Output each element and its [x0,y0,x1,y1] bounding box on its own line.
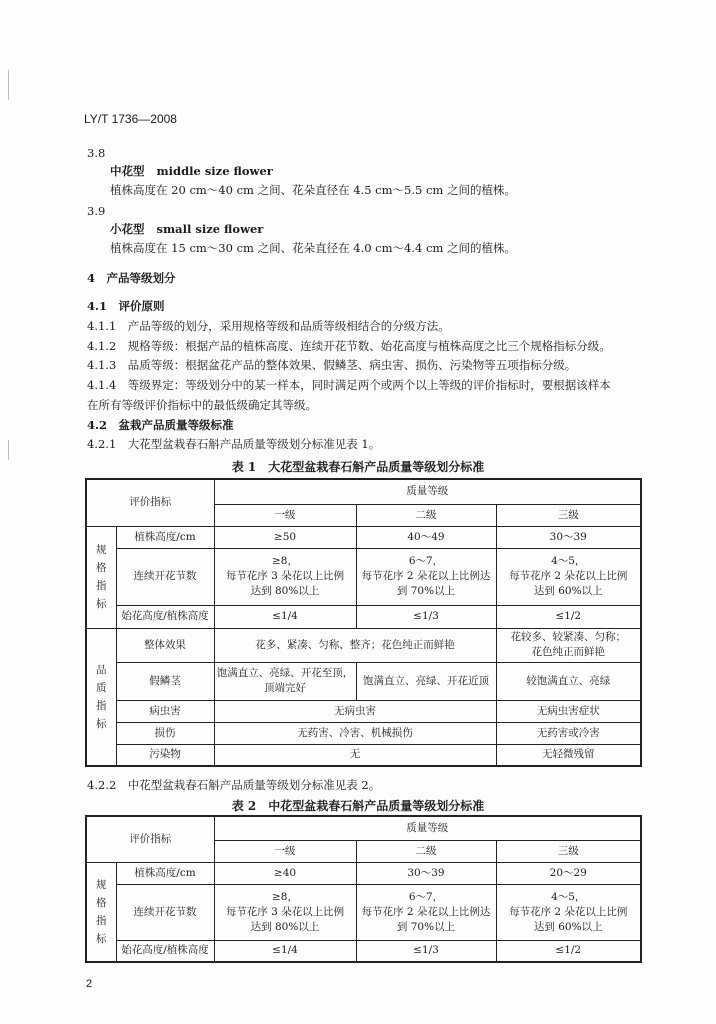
cell: 无病虫害症状 [496,700,641,722]
cell: 无病虫害 [214,700,496,722]
clause-number: 3.9 [87,204,106,218]
subsection-heading: 4.2 盆栽产品质量等级标准 [87,418,234,432]
scan-edge-mark [8,440,9,460]
cell: 花多、紧凑、匀称、整齐；花色纯正而鲜艳 [214,628,496,662]
page-number: 2 [86,978,93,990]
header-grade-3: 三级 [496,504,641,526]
cell: 较饱满直立、亮绿 [496,662,641,700]
table-caption: 表 1 大花型盆栽春石斛产品质量等级划分标准 [231,460,485,474]
clause-text: 4.2.1 大花型盆栽春石斛产品质量等级划分标准见表 1。 [87,437,381,451]
clause-text: 4.1.1 产品等级的划分，采用规格等级和品质等级相结合的分级方法。 [87,319,450,333]
header-quality-grade: 质量等级 [214,479,641,504]
header-quality-grade: 质量等级 [214,816,641,840]
header-grade-1: 一级 [214,840,356,862]
row-label-pollutants: 污染物 [116,744,214,766]
cell: ≤1/4 [214,940,356,962]
term-zh: 小花型 [110,222,145,236]
header-grade-1: 一级 [214,504,356,526]
quality-index-group: 品 质 指 标 [86,628,116,766]
header-grade-2: 二级 [356,504,496,526]
row-label-flowering-nodes: 连续开花节数 [116,548,214,605]
clause-number: 3.8 [87,146,106,160]
spec-index-group: 规 格 指 标 [86,526,116,628]
cell: 饱满直立、亮绿、开花近顶 [356,662,496,700]
row-label-pests: 病虫害 [116,700,214,722]
cell: 饱满直立、亮绿、开花至顶， 顶端完好 [214,662,356,700]
section-heading: 4 产品等级划分 [87,271,176,285]
header-grade-3: 三级 [496,840,641,862]
row-label-pseudobulb: 假鳞茎 [116,662,214,700]
row-label-damage: 损伤 [116,722,214,744]
row-label-height-ratio: 始花高度/植株高度 [116,605,214,628]
cell: ≤1/3 [356,940,496,962]
cell: 无药害、冷害、机械损伤 [214,722,496,744]
header-evaluation-index: 评价指标 [86,816,214,862]
clause-text: 在所有等级评价指标中的最低级确定其等级。 [87,398,317,412]
cell: ≥40 [214,862,356,884]
cell: 6～7， 每节花序 2 朵花以上比例达 到 70%以上 [356,548,496,605]
header-grade-2: 二级 [356,840,496,862]
clause-text: 4.1.2 规格等级：根据产品的植株高度、连续开花节数、始花高度与植株高度之比三个规格指标分级。 [87,339,611,353]
row-label-plant-height: 植株高度/cm [116,862,214,884]
subsection-heading: 4.1 评价原则 [87,299,165,313]
row-label-overall-effect: 整体效果 [116,628,214,662]
spec-index-group: 规 格 指 标 [86,862,116,962]
cell: ≥8， 每节花序 3 朵花以上比例 达到 80%以上 [214,548,356,605]
row-label-flowering-nodes: 连续开花节数 [116,884,214,940]
cell: 4～5， 每节花序 2 朵花以上比例 达到 60%以上 [496,884,641,940]
term-en: middle size flower [156,164,273,178]
term-definition: 植株高度在 15 cm～30 cm 之间、花朵直径在 4.0 cm～4.4 cm 之间的植株。 [110,241,516,255]
quality-grade-table-large [85,478,642,767]
cell: ≥8， 每节花序 3 朵花以上比例 达到 80%以上 [214,884,356,940]
table-caption: 表 2 中花型盆栽春石斛产品质量等级划分标准 [231,799,485,813]
cell: 40～49 [356,526,496,548]
row-label-height-ratio: 始花高度/植株高度 [116,940,214,962]
standard-code: LY/T 1736—2008 [84,112,177,126]
cell: ≤1/2 [496,605,641,628]
cell: 无药害或冷害 [496,722,641,744]
cell: 30～39 [356,862,496,884]
cell: ≥50 [214,526,356,548]
row-label-plant-height: 植株高度/cm [116,526,214,548]
cell: 无 [214,744,496,766]
clause-text: 4.1.3 品质等级：根据盆花产品的整体效果、假鳞茎、病虫害、损伤、污染物等五项指标分级。 [87,358,577,372]
term-definition: 植株高度在 20 cm～40 cm 之间、花朵直径在 4.5 cm～5.5 cm 之间的植株。 [110,183,516,197]
clause-text: 4.1.4 等级界定：等级划分中的某一样本，同时满足两个或两个以上等级的评价指标时，要根据该样本 [87,378,611,392]
cell: 无轻微残留 [496,744,641,766]
term-zh: 中花型 [110,164,145,178]
cell: ≤1/4 [214,605,356,628]
header-evaluation-index: 评价指标 [86,479,214,526]
cell: 4～5， 每节花序 2 朵花以上比例 达到 60%以上 [496,548,641,605]
scan-edge-mark [8,70,9,100]
clause-text: 4.2.2 中花型盆栽春石斛产品质量等级划分标准见表 2。 [87,778,381,792]
cell: 花较多、较紧凑、匀称； 花色纯正而鲜艳 [496,628,641,662]
cell: ≤1/3 [356,605,496,628]
cell: 6～7， 每节花序 2 朵花以上比例达 到 70%以上 [356,884,496,940]
cell: 20～29 [496,862,641,884]
term-heading [110,163,273,179]
cell: ≤1/2 [496,940,641,962]
cell: 30～39 [496,526,641,548]
term-en: small size flower [156,222,264,236]
quality-grade-table-medium [85,815,642,963]
term-heading [110,221,263,237]
